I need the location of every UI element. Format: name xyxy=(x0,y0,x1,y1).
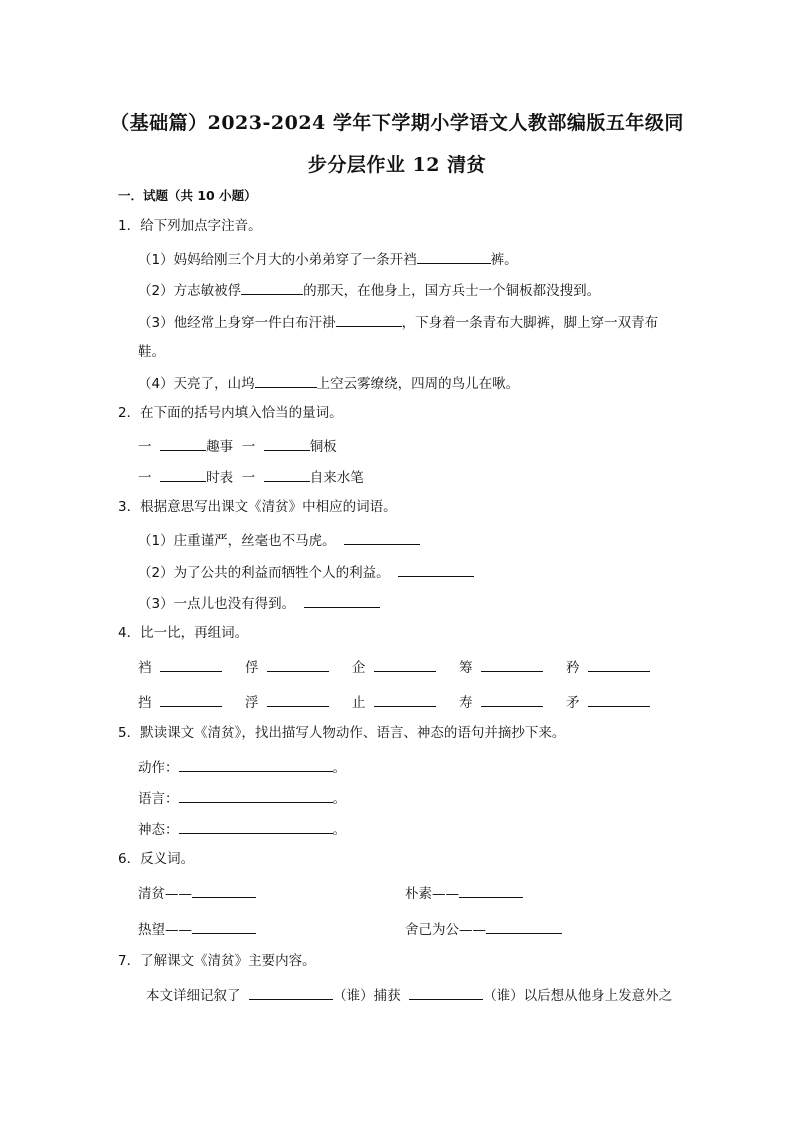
q4-char: 企 xyxy=(352,660,366,676)
q5-period: 。 xyxy=(332,791,346,807)
q4-char: 矜 xyxy=(566,660,580,676)
q7-blank2[interactable] xyxy=(409,984,483,1000)
q2-blank3[interactable] xyxy=(160,466,206,482)
q4-blank[interactable] xyxy=(481,656,543,672)
q6-item2 xyxy=(405,882,523,904)
q4-r2-c2 xyxy=(245,691,329,711)
q1-item3-cont: 鞋。 xyxy=(138,344,165,360)
q3-blank1[interactable] xyxy=(344,529,420,545)
q3-item1 xyxy=(138,529,420,551)
q1-blank3[interactable] xyxy=(336,311,402,327)
q2-word2: 铜板 xyxy=(309,439,337,455)
q4-char: 筹 xyxy=(459,660,473,676)
q7-text-2: （谁）捕获 xyxy=(333,988,401,1004)
q2-blank1[interactable] xyxy=(160,435,206,451)
q5-action-label: 动作： xyxy=(138,760,179,776)
q6-item1 xyxy=(138,882,256,904)
q7-stem: 7．了解课文《清贫》主要内容。 xyxy=(118,953,316,969)
q1-item4-text: （4）天亮了，山坞 xyxy=(138,376,255,392)
q7-text-1: 本文详细记叙了 xyxy=(146,988,241,1004)
q2-blank4[interactable] xyxy=(264,466,310,482)
q4-blank[interactable] xyxy=(374,691,436,707)
q2-one: 一 xyxy=(241,470,256,486)
q3-item3-text: （3）一点儿也没有得到。 xyxy=(138,596,296,612)
q1-item1-text: （1）妈妈给刚三个月大的小弟弟穿了一条开裆 xyxy=(138,252,417,268)
q5-expression-label: 神态： xyxy=(138,822,179,838)
q4-blank[interactable] xyxy=(374,656,436,672)
q4-char: 挡 xyxy=(138,695,152,711)
q2-row2 xyxy=(138,466,364,488)
q4-r2-c5 xyxy=(566,691,650,711)
q5-stem: 5．默读课文《清贫》，找出描写人物动作、语言、神态的语句并摘抄下来。 xyxy=(118,725,566,741)
q5-expression xyxy=(138,818,346,840)
q6-blank4[interactable] xyxy=(486,918,562,934)
q6-blank3[interactable] xyxy=(192,918,256,934)
q1-item2-text: （2）方志敏被俘 xyxy=(138,283,242,299)
q1-item4-tail: 上空云雾缭绕，四周的鸟儿在啾。 xyxy=(316,376,520,392)
q6-item1-text: 清贫—— xyxy=(138,886,192,902)
q4-r2-c3 xyxy=(352,691,436,711)
q4-char: 止 xyxy=(352,695,366,711)
q4-r1-c5 xyxy=(566,656,650,676)
q1-blank1[interactable] xyxy=(417,248,491,264)
q4-blank[interactable] xyxy=(267,691,329,707)
q2-stem: 2．在下面的括号内填入恰当的量词。 xyxy=(118,405,343,421)
q4-blank[interactable] xyxy=(267,656,329,672)
q7-blank1[interactable] xyxy=(249,984,333,1000)
q1-blank2[interactable] xyxy=(241,279,303,295)
q1-item2-tail: 的那天，在他身上，国方兵士一个铜板都没搜到。 xyxy=(303,283,601,299)
q4-blank[interactable] xyxy=(481,691,543,707)
q3-item1-text: （1）庄重谨严，丝毫也不马虎。 xyxy=(138,533,336,549)
q4-r1-c4 xyxy=(459,656,543,676)
q4-char: 浮 xyxy=(245,695,259,711)
q2-row1 xyxy=(138,435,337,457)
q2-one: 一 xyxy=(138,470,152,486)
q6-item4-text: 舍己为公—— xyxy=(405,922,486,938)
document-title-line1: （基础篇）2023-2024 学年下学期小学语文人教部编版五年级同 xyxy=(110,112,684,134)
q4-r1-c3 xyxy=(352,656,436,676)
q4-r1-c1 xyxy=(138,656,222,676)
q2-blank2[interactable] xyxy=(264,435,310,451)
q2-word4: 自来水笔 xyxy=(309,470,364,486)
q1-stem: 1．给下列加点字注音。 xyxy=(118,218,262,234)
q5-speech-label: 语言： xyxy=(138,791,179,807)
q3-blank3[interactable] xyxy=(304,592,380,608)
q6-blank1[interactable] xyxy=(192,882,256,898)
q2-one: 一 xyxy=(138,439,152,455)
q2-one: 一 xyxy=(241,439,256,455)
q1-item2 xyxy=(138,279,600,301)
q3-blank2[interactable] xyxy=(398,561,474,577)
q3-item2-text: （2）为了公共的利益而牺牲个人的利益。 xyxy=(138,565,390,581)
q7-text-3: （谁）以后想从他身上发意外之 xyxy=(483,988,673,1004)
q6-stem: 6．反义词。 xyxy=(118,851,195,867)
q5-blank-action[interactable] xyxy=(179,756,333,772)
q3-item2 xyxy=(138,561,474,583)
q6-item3 xyxy=(138,918,256,940)
q6-item4 xyxy=(405,918,562,940)
q4-blank[interactable] xyxy=(588,691,650,707)
q2-word1: 趣事 xyxy=(206,439,234,455)
q4-r2-c1 xyxy=(138,691,222,711)
q5-action xyxy=(138,756,346,778)
q4-char: 俘 xyxy=(245,660,259,676)
q6-item3-text: 热望—— xyxy=(138,922,192,938)
q3-stem: 3．根据意思写出课文《清贫》中相应的词语。 xyxy=(118,499,397,515)
q4-char: 裆 xyxy=(138,660,152,676)
q5-blank-expression[interactable] xyxy=(179,818,333,834)
q1-item3-tail: ，下身着一条青布大脚裤，脚上穿一双青布 xyxy=(401,315,659,331)
q6-blank2[interactable] xyxy=(459,882,523,898)
q4-char: 矛 xyxy=(566,695,580,711)
q1-item4 xyxy=(138,372,519,394)
q1-item3-text: （3）他经常上身穿一件白布汗褂 xyxy=(138,315,336,331)
q4-blank[interactable] xyxy=(160,691,222,707)
q5-blank-speech[interactable] xyxy=(179,787,333,803)
q5-period: 。 xyxy=(332,822,346,838)
section-heading: 一．试题（共 10 小题） xyxy=(118,188,257,203)
q4-char: 寿 xyxy=(459,695,473,711)
document-title-line2: 步分层作业 12 清贫 xyxy=(307,154,487,176)
q4-stem: 4．比一比，再组词。 xyxy=(118,625,249,641)
q5-period: 。 xyxy=(332,760,346,776)
q2-word3: 时表 xyxy=(206,470,234,486)
q4-r2-c4 xyxy=(459,691,543,711)
q4-r1-c2 xyxy=(245,656,329,676)
q5-speech xyxy=(138,787,346,809)
q1-item1 xyxy=(138,248,518,270)
q6-item2-text: 朴素—— xyxy=(405,886,459,902)
q4-blank[interactable] xyxy=(588,656,650,672)
q1-blank4[interactable] xyxy=(255,372,317,388)
q1-item1-tail: 裤。 xyxy=(490,252,518,268)
q1-item3 xyxy=(138,311,658,333)
q4-blank[interactable] xyxy=(160,656,222,672)
q3-item3 xyxy=(138,592,380,614)
q7-text xyxy=(146,984,672,1006)
